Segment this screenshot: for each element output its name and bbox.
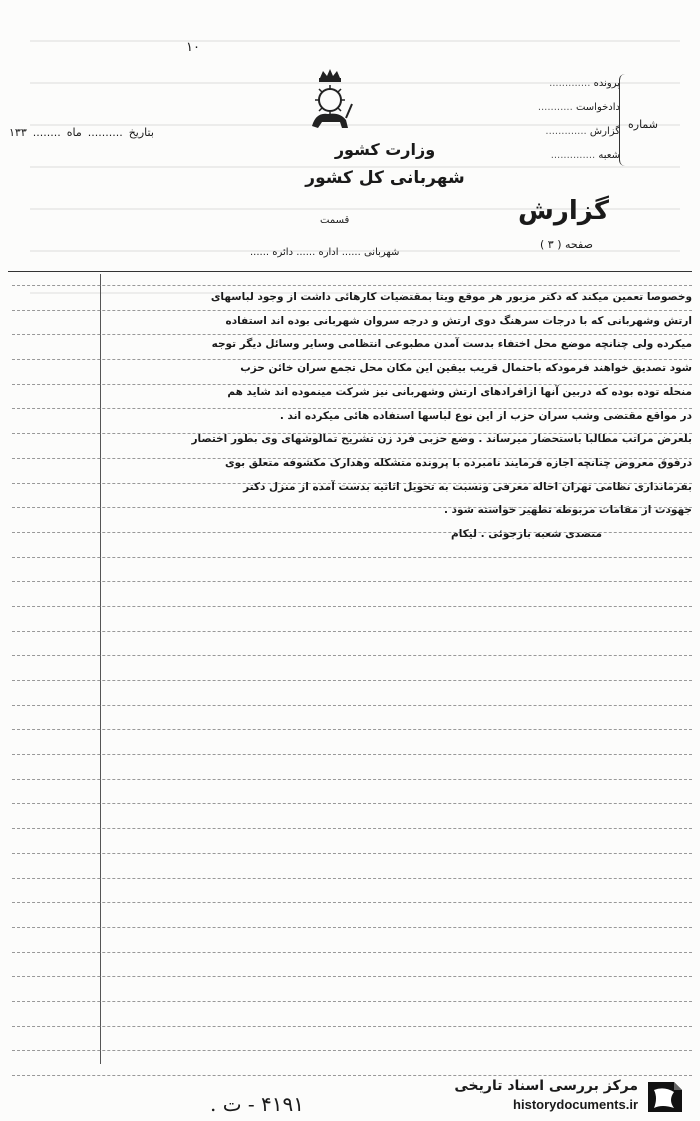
date-label: بتاریخ [128,126,154,139]
header-divider [8,271,692,272]
number-label: شماره [628,118,659,131]
body-line: در مواقع مقتضی وشب سران حزب از این نوع لباسها استفاده هائی میکرده اند . [279,409,692,422]
lion-and-sun-emblem-icon [306,68,354,134]
report-body [106,286,692,547]
ministry-heading: وزارت کشور [334,140,436,159]
ref-field-petition: دادخواست ........... [537,102,620,113]
body-line: درفوق معروض چنانچه اجازه فرمایند نامبرده با پرونده متشکله وهدارک مکشوفه متعلق بوی [224,456,692,469]
body-line: بفرمانداری نظامی تهران احاله معرفی ونسبت به تحویل اثاثیه بدست آمده از منزل دکتر [243,480,692,493]
section-label: قسمت [320,215,350,226]
signature-line: متصدی شعبه بازجوئی . لیکام [451,528,602,541]
body-line: شود تصدیق خواهند فرمودکه باحتمال قریب بیقین این مکان محل تجمع سران خائن حزب [240,362,692,375]
ref-field-file: پرونده ............. [549,78,620,89]
reference-fields [490,72,620,168]
ref-field-branch: شعبه .............. [550,150,620,161]
page-number: ۱۰ [186,40,200,55]
body-line: منحله توده بوده که دربین آنها ازافرادهای ارتش وشهربانی نیز شرکت مینموده اند شاید هم [227,385,692,398]
ref-field-report: گزارش ............. [545,126,620,137]
date-year: ۱۳۳ [9,126,27,139]
watermark [418,1078,694,1116]
watermark-title: مرکز بررسی اسناد تاریخی [454,1078,638,1094]
watermark-url: historydocuments.ir [513,1097,638,1112]
body-line: میکرده ولی چنانچه موضع محل اختفاء بدست آمدن مطبوعی انتظامی وسایر وسائل دیگر توجه [211,338,692,351]
body-line: بلعرض مراتب مطالبا باستحضار میرساند . وضع حزبی فرد زن تشریح تمالوشهای وی بطور اختصار [191,433,692,446]
report-title: گزارش [518,196,610,226]
archive-logo-icon [644,1078,686,1116]
body-line: جهودت از مقامات مربوطه تطهیر خواسته شود . [443,504,692,517]
body-line: وخصوصا تعمین میکند که دکتر مزبور هر موقع ویتا بمقتضیات کارهائی داشت از وجود لباسهای [210,291,692,303]
police-heading: شهربانی کل کشور [305,168,465,188]
page-indicator: صفحه ( ۳ ) [540,238,593,251]
body-line: ارتش وشهربانی که با درجات سرهنگ دوی ارتش و درجه سروان شهربانی بوده اند استفاده [225,314,692,327]
date-month: ماه [66,126,82,139]
date-row: بتاریخ..........ماه........۱۳۳ [9,126,154,139]
office-row: شهربانی ...... اداره ...... دائره ...... [250,247,400,258]
handwritten-reference: ۴۱۹۱ - ت . [210,1092,304,1116]
